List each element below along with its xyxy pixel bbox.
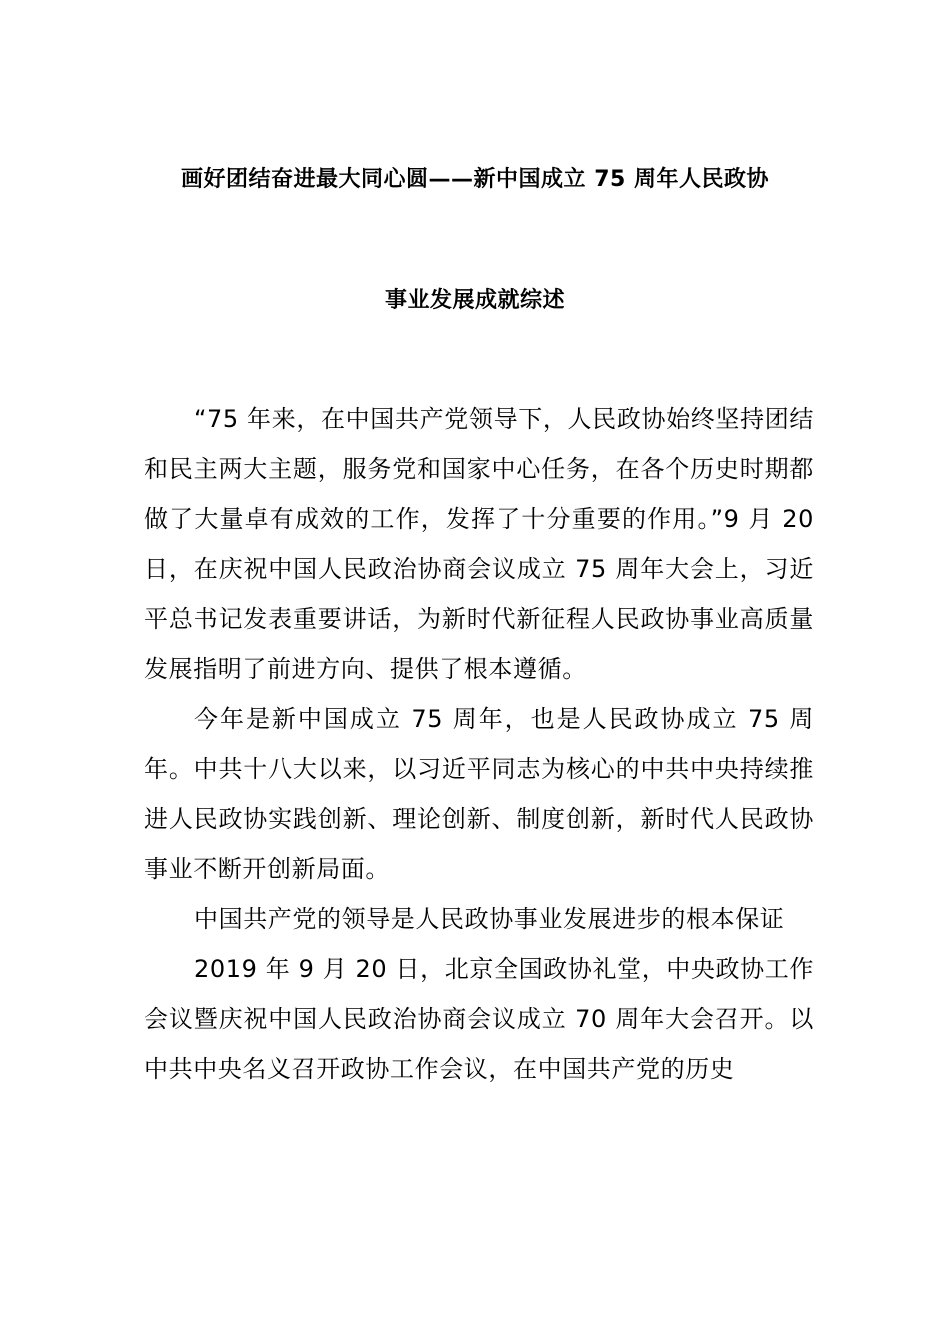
document-title-line-2: 事业发展成就综述 [384, 288, 565, 313]
paragraph-4: 2019 年 9 月 20 日，北京全国政协礼堂，中央政协工作会议暨庆祝中国人民政治协商会议成立 70 周年大会召开。以中共中央名义召开政协工作会议，在中国共产党的历史 [144, 955, 814, 1083]
paragraph-3-heading: 中国共产党的领导是人民政协事业发展进步的根本保证 [194, 905, 785, 933]
paragraph-1: “75 年来，在中国共产党领导下，人民政协始终坚持团结和民主两大主题，服务党和国家中心任务，在各个历史时期都做了大量卓有成效的工作，发挥了十分重要的作用。”9 月 20 日，在庆祝中国人民政治协商会议成立 75 周年大会上，习近平总书记发表重要讲话，为新时代新征程人民政协事业高质量发展指明了前进方向、提供了根本遵循。 [144, 405, 814, 683]
paragraph-2: 今年是新中国成立 75 周年，也是人民政协成立 75 周年。中共十八大以来，以习近平同志为核心的中共中央持续推进人民政协实践创新、理论创新、制度创新，新时代人民政协事业不断开创新局面。 [144, 705, 814, 883]
document-body [144, 394, 814, 1094]
document-title-line-1: 画好团结奋进最大同心圆——新中国成立 75 周年人民政协 [181, 167, 769, 192]
